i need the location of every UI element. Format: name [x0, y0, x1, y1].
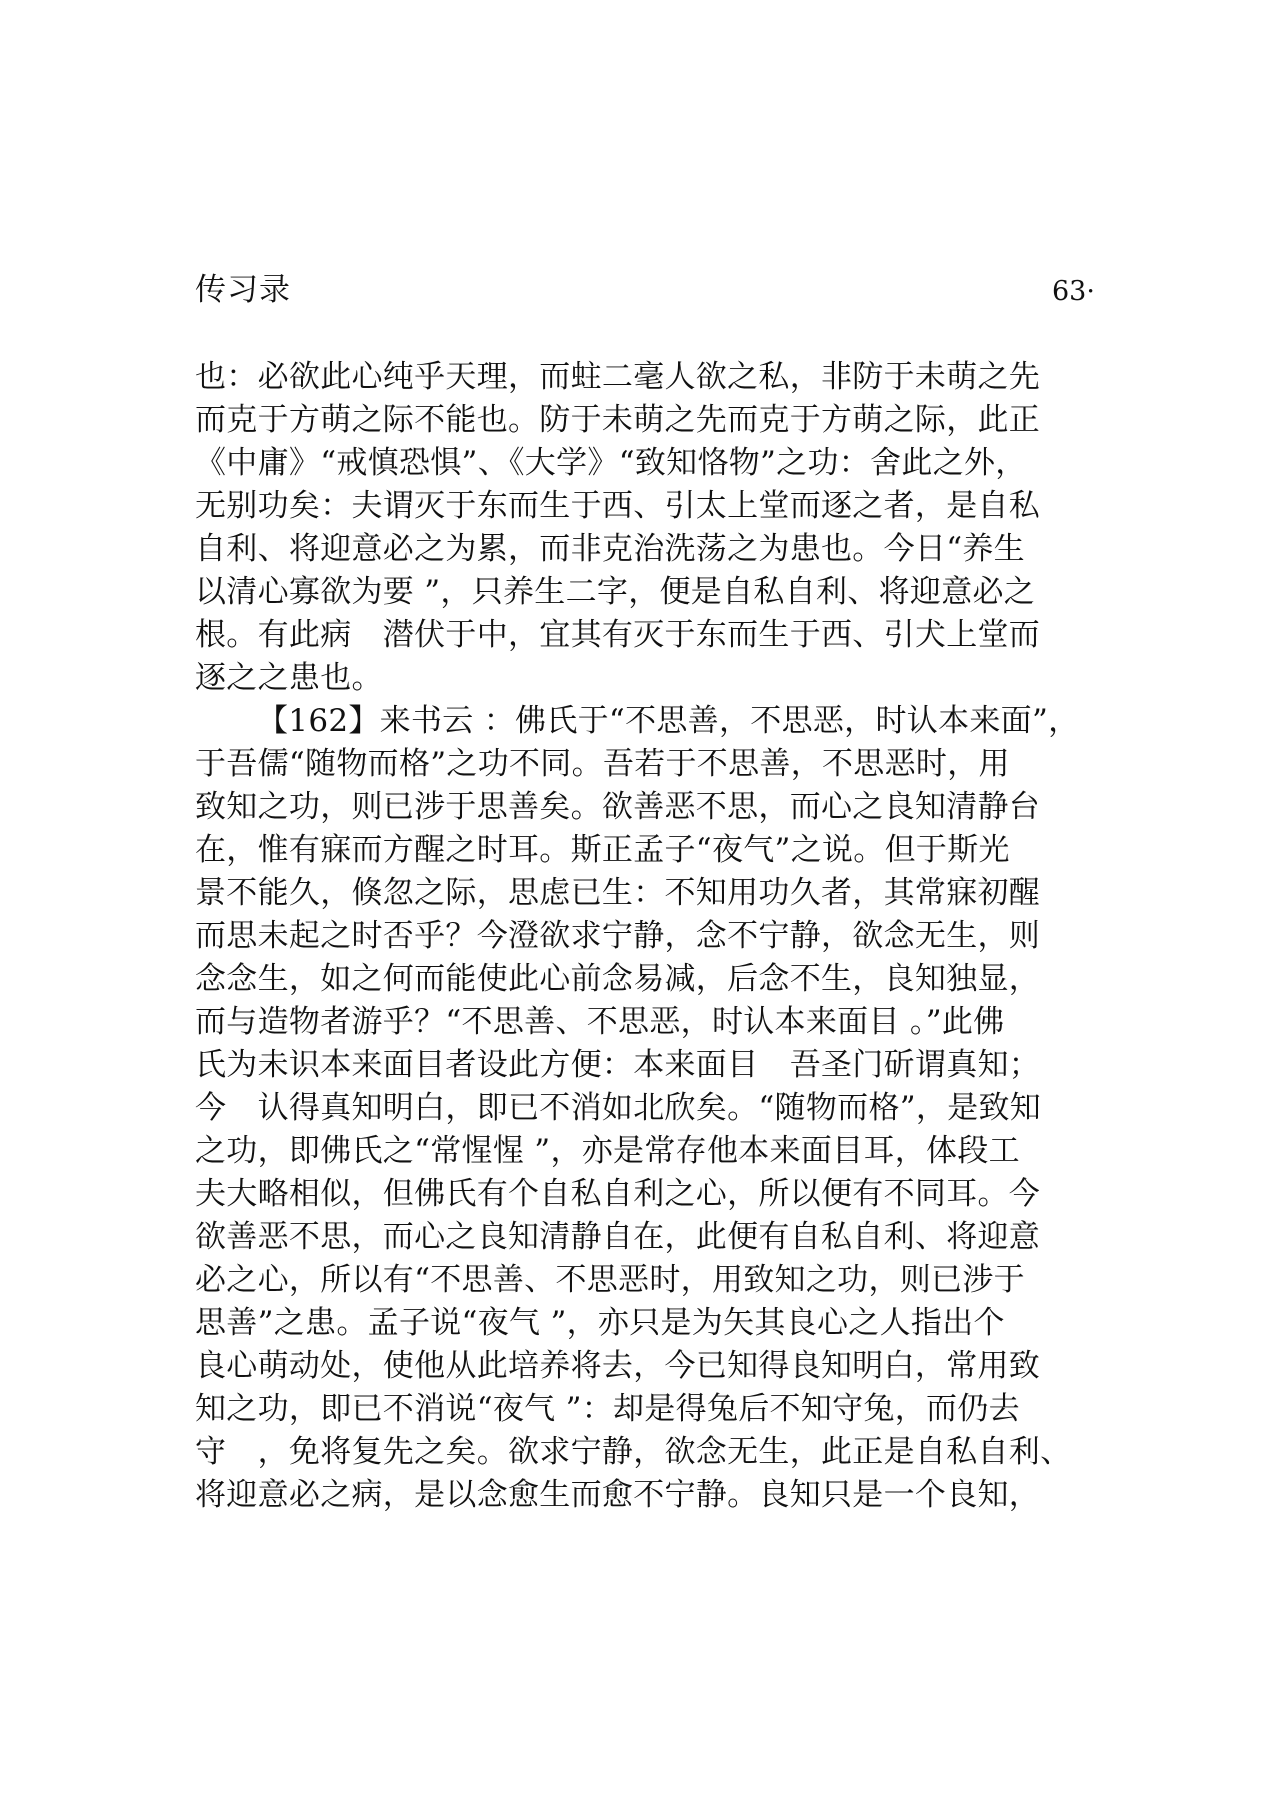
text-line: 致知之功，则已涉于思善矣。欲善恶不思，而心之良知清静台	[195, 789, 1041, 825]
text-line: 以清心寡欲为要 ”，只养生二字，便是自私自利、将迎意必之	[195, 574, 1036, 610]
text-line: 之功，即佛氏之“常惺惺 ”，亦是常存他本来面目耳，体段工	[195, 1133, 1020, 1169]
running-title: 传习录	[195, 272, 291, 308]
text-line: 而克于方萌之际不能也。防于未萌之先而克于方萌之际，此正	[195, 402, 1041, 438]
text-line: 思善”之患。孟子说“夜气 ”，亦只是为矢其良心之人指出个	[195, 1305, 1005, 1341]
body-text	[195, 356, 1135, 1517]
text-line: 将迎意必之病，是以念愈生而愈不宁静。良知只是一个良知，	[195, 1477, 1041, 1513]
text-line: 守 ，免将复先之矣。欲求宁静，欲念无生，此正是自私自利、	[195, 1434, 1072, 1470]
text-line: 自利、将迎意必之为累，而非克治洗荡之为患也。今日“养生	[195, 531, 1025, 567]
text-line: 知之功，即已不消说“夜气 ”：却是得兔后不知守兔，而仍去	[195, 1391, 1020, 1427]
text-line: 夫大略相似，但佛氏有个自私自利之心，所以便有不同耳。今	[195, 1176, 1041, 1212]
text-line: 根。有此病 潜伏于中，宜其有灭于东而生于西、引犬上堂而	[195, 617, 1041, 653]
text-line: 念念生，如之何而能使此心前念易减，后念不生，良知独显，	[195, 961, 1041, 997]
page-number: 63·	[1052, 276, 1095, 307]
paragraph-start-line: 【162】来书云 ：佛氏于“不思善，不思恶，时认本来面”，	[257, 703, 1080, 739]
text-line: 在，惟有寐而方醒之时耳。斯正孟子“夜气”之说。但于斯光	[195, 832, 1010, 868]
text-line: 氏为未识本来面目者设此方便：本来面目 吾圣门斫谓真知；	[195, 1047, 1041, 1083]
text-line: 今 认得真知明白，即已不消如北欣矣。“随物而格”，是致知	[195, 1090, 1042, 1126]
text-line: 无别功矣：夫谓灭于东而生于西、引太上堂而逐之者，是自私	[195, 488, 1041, 524]
text-line: 欲善恶不思，而心之良知清静自在，此便有自私自利、将迎意	[195, 1219, 1041, 1255]
text-line: 于吾儒“随物而格”之功不同。吾若于不思善，不思恶时，用	[195, 746, 1010, 782]
text-line: 《中庸》“戒慎恐惧”、《大学》“致知恪物”之功：舍此之外，	[195, 445, 1027, 481]
text-line: 逐之之患也。	[195, 660, 383, 696]
text-line: 而与造物者游乎？“不思善、不思恶，时认本来面目 。”此佛	[195, 1004, 1005, 1040]
text-line: 也：必欲此心纯乎天理，而蛀二毫人欲之私，非防于未萌之先	[195, 359, 1041, 395]
text-line: 良心萌动处，使他从此培养将去，今已知得良知明白，常用致	[195, 1348, 1041, 1384]
text-line: 景不能久，倏忽之际，思虑已生：不知用功久者，其常寐初醒	[195, 875, 1041, 911]
text-line: 而思未起之时否乎？今澄欲求宁静，念不宁静，欲念无生，则	[195, 918, 1041, 954]
text-line: 必之心，所以有“不思善、不思恶时，用致知之功，则已涉于	[195, 1262, 1025, 1298]
